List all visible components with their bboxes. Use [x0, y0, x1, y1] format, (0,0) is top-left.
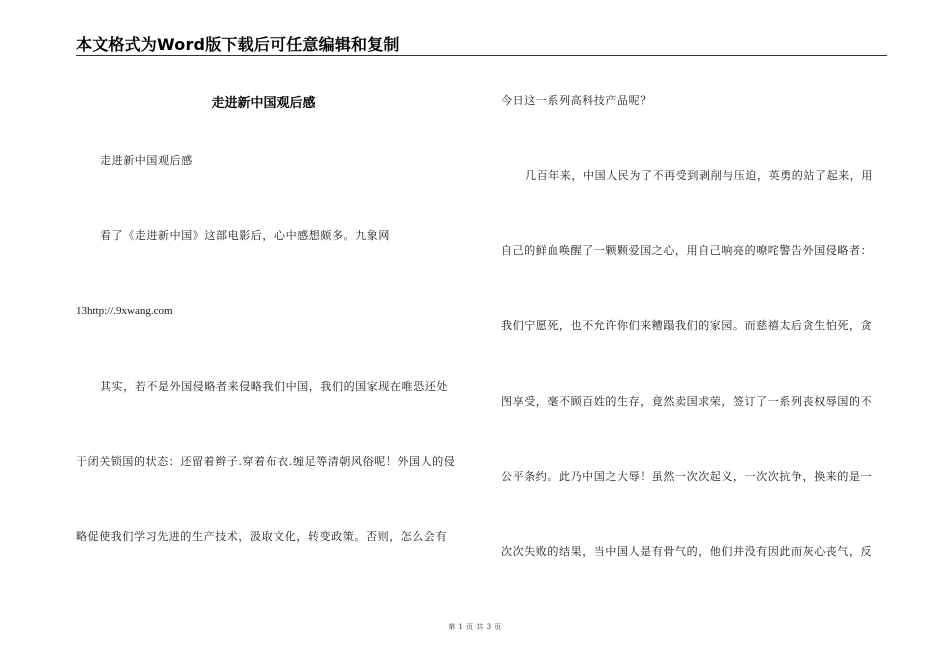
right-paragraph-line: 公平条约。此乃中国之大辱！虽然一次次起义，一次次抗争，换来的是一 [501, 470, 873, 483]
right-paragraph-line: 自己的鲜血唤醒了一颗颗爱国之心，用自己响亮的嘹咤警告外国侵略者： [501, 244, 873, 257]
banner-divider [76, 55, 887, 56]
left-paragraph-line: 其实，若不是外国侵略者来侵略我们中国，我们的国家现在唯恐还处 [100, 380, 448, 393]
document-title: 走进新中国观后感 [211, 96, 316, 111]
page-number-footer: 第 1 页 共 3 页 [448, 623, 502, 631]
right-paragraph-line: 次次失败的结果，当中国人是有骨气的，他们并没有因此而灰心丧气，反 [501, 545, 873, 558]
left-paragraph-line: 走进新中国观后感 [100, 154, 193, 167]
left-paragraph-line: 于闭关锁国的状态：还留着辫子.穿着布衣.缠足等清朝风俗呢！外国人的侵 [76, 455, 456, 468]
left-paragraph-line: 看了《走进新中国》这部电影后，心中感想颇多。九象网 [100, 229, 390, 242]
right-paragraph-line: 我们宁愿死，也不允许你们来糟蹋我们的家园。而慈禧太后贪生怕死，贪 [501, 319, 873, 332]
left-paragraph-line: 13http://.9xwang.com [76, 305, 173, 317]
right-paragraph-line: 几百年来，中国人民为了不再受到剥削与压迫，英勇的站了起来，用 [525, 169, 873, 182]
right-paragraph-line: 今日这一系列高科技产品呢？ [501, 94, 652, 107]
document-banner: 本文格式为Word版下载后可任意编辑和复制 [76, 35, 400, 54]
right-paragraph-line: 图享受，毫不顾百姓的生存，竟然卖国求荣，签订了一系列丧权辱国的不 [501, 395, 873, 408]
left-paragraph-line: 略促使我们学习先进的生产技术，汲取文化，转变政策。否则，怎么会有 [76, 530, 448, 543]
